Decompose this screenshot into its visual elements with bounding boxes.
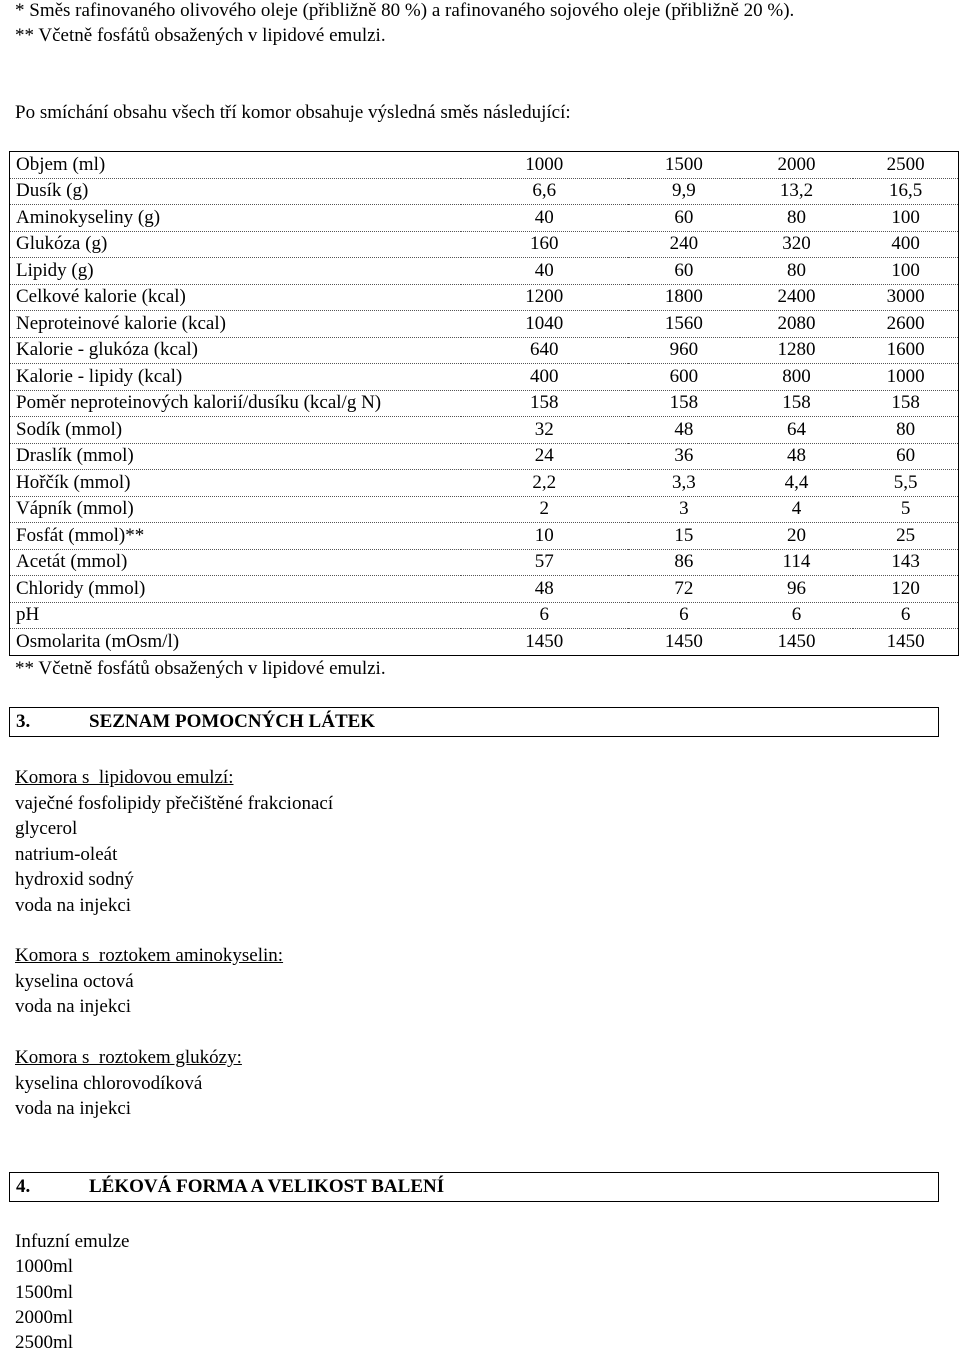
- list-item: kyselina octová: [15, 970, 134, 992]
- excipient-group-glucose: [15, 1045, 242, 1122]
- list-item: 1500ml: [15, 1281, 74, 1303]
- section-4-header: [9, 1172, 939, 1202]
- table-cell: 60: [853, 443, 958, 470]
- table-cell: 1450: [461, 629, 629, 656]
- table-row: [10, 337, 959, 364]
- table-row: [10, 311, 959, 338]
- table-cell: 6: [853, 602, 958, 629]
- table-cell: 1040: [461, 311, 629, 338]
- list-item: 2500ml: [15, 1332, 74, 1354]
- table-cell: 1800: [628, 284, 740, 311]
- table-cell: 6: [740, 602, 854, 629]
- table-row: [10, 258, 959, 285]
- row-label: Lipidy (g): [10, 258, 461, 285]
- table-cell: 160: [461, 231, 629, 258]
- table-cell: 5: [853, 496, 958, 523]
- table-cell: 3,3: [628, 470, 740, 497]
- table-cell: 1450: [853, 629, 958, 656]
- table-cell: 158: [740, 390, 854, 417]
- table-row: [10, 152, 959, 179]
- row-label: Poměr neproteinových kalorií/dusíku (kcal/g N): [10, 390, 461, 417]
- table-row: [10, 390, 959, 417]
- table-cell: 1600: [853, 337, 958, 364]
- table-cell: 1280: [740, 337, 854, 364]
- table-cell: 1000: [853, 364, 958, 391]
- table-cell: 2080: [740, 311, 854, 338]
- list-item: natrium-oleát: [15, 843, 118, 865]
- table-cell: 80: [740, 258, 854, 285]
- table-cell: 72: [628, 576, 740, 603]
- table-row: [10, 602, 959, 629]
- table-cell: 2600: [853, 311, 958, 338]
- table-cell: 1000: [461, 152, 629, 179]
- row-label: Dusík (g): [10, 178, 461, 205]
- table-cell: 80: [853, 417, 958, 444]
- table-cell: 6: [461, 602, 629, 629]
- list-item: glycerol: [15, 818, 78, 840]
- group-heading: Komora s roztokem glukózy:: [15, 1047, 242, 1068]
- row-label: Aminokyseliny (g): [10, 205, 461, 232]
- table-cell: 2000: [740, 152, 854, 179]
- row-label: Chloridy (mmol): [10, 576, 461, 603]
- table-cell: 48: [461, 576, 629, 603]
- list-item: kyselina chlorovodíková: [15, 1072, 203, 1094]
- section-title: SEZNAM POMOCNÝCH LÁTEK: [89, 711, 376, 732]
- intro-text: Po smíchání obsahu všech tří komor obsahuje výsledná směs následující:: [15, 102, 571, 123]
- table-cell: 1500: [628, 152, 740, 179]
- table-cell: 6: [628, 602, 740, 629]
- table-cell: 2500: [853, 152, 958, 179]
- table-cell: 100: [853, 258, 958, 285]
- row-label: Acetát (mmol): [10, 549, 461, 576]
- table-cell: 800: [740, 364, 854, 391]
- table-cell: 114: [740, 549, 854, 576]
- list-item: voda na injekci: [15, 894, 132, 916]
- table-cell: 32: [461, 417, 629, 444]
- table-cell: 15: [628, 523, 740, 550]
- row-label: Hořčík (mmol): [10, 470, 461, 497]
- footnote-oil-mixture: * Směs rafinovaného olivového oleje (přibližně 80 %) a rafinovaného sojového oleje (přibližně 20 %).: [15, 0, 795, 21]
- table-row: [10, 629, 959, 656]
- row-label: Kalorie - glukóza (kcal): [10, 337, 461, 364]
- table-cell: 36: [628, 443, 740, 470]
- table-cell: 96: [740, 576, 854, 603]
- table-cell: 3000: [853, 284, 958, 311]
- table-row: [10, 178, 959, 205]
- table-row: [10, 231, 959, 258]
- table-cell: 6,6: [461, 178, 629, 205]
- row-label: Sodík (mmol): [10, 417, 461, 444]
- table-cell: 25: [853, 523, 958, 550]
- table-cell: 4,4: [740, 470, 854, 497]
- table-cell: 640: [461, 337, 629, 364]
- dosage-form-list: [15, 1229, 129, 1355]
- table-cell: 2: [461, 496, 629, 523]
- excipient-group-lipid: [15, 765, 333, 919]
- row-label: Neproteinové kalorie (kcal): [10, 311, 461, 338]
- table-cell: 2,2: [461, 470, 629, 497]
- row-label: Kalorie - lipidy (kcal): [10, 364, 461, 391]
- table-cell: 320: [740, 231, 854, 258]
- table-cell: 4: [740, 496, 854, 523]
- table-cell: 2400: [740, 284, 854, 311]
- table-cell: 1450: [740, 629, 854, 656]
- row-label: Celkové kalorie (kcal): [10, 284, 461, 311]
- table-cell: 40: [461, 258, 629, 285]
- row-label: Glukóza (g): [10, 231, 461, 258]
- row-label: pH: [10, 602, 461, 629]
- table-row: [10, 496, 959, 523]
- row-label: Objem (ml): [10, 152, 461, 179]
- table-row: [10, 549, 959, 576]
- table-row: [10, 470, 959, 497]
- table-cell: 143: [853, 549, 958, 576]
- list-item: voda na injekci: [15, 996, 132, 1018]
- table-cell: 48: [628, 417, 740, 444]
- table-cell: 13,2: [740, 178, 854, 205]
- list-item: 1000ml: [15, 1256, 74, 1278]
- row-label: Draslík (mmol): [10, 443, 461, 470]
- section-title: LÉKOVÁ FORMA A VELIKOST BALENÍ: [89, 1176, 445, 1197]
- table-cell: 960: [628, 337, 740, 364]
- table-cell: 600: [628, 364, 740, 391]
- table-cell: 16,5: [853, 178, 958, 205]
- table-cell: 1450: [628, 629, 740, 656]
- section-number: 3.: [16, 711, 31, 732]
- table-cell: 80: [740, 205, 854, 232]
- table-cell: 3: [628, 496, 740, 523]
- row-label: Osmolarita (mOsm/l): [10, 629, 461, 656]
- table-cell: 5,5: [853, 470, 958, 497]
- excipient-group-amino: [15, 943, 283, 1020]
- row-label: Fosfát (mmol)**: [10, 523, 461, 550]
- table-cell: 120: [853, 576, 958, 603]
- table-cell: 400: [853, 231, 958, 258]
- table-cell: 400: [461, 364, 629, 391]
- list-item: Infuzní emulze: [15, 1231, 130, 1252]
- list-item: voda na injekci: [15, 1098, 132, 1120]
- table-cell: 64: [740, 417, 854, 444]
- table-row: [10, 417, 959, 444]
- list-item: hydroxid sodný: [15, 869, 134, 891]
- table-cell: 48: [740, 443, 854, 470]
- table-cell: 57: [461, 549, 629, 576]
- group-heading: Komora s roztokem aminokyselin:: [15, 945, 284, 966]
- table-cell: 158: [628, 390, 740, 417]
- table-cell: 60: [628, 205, 740, 232]
- table-cell: 60: [628, 258, 740, 285]
- table-cell: 240: [628, 231, 740, 258]
- table-cell: 86: [628, 549, 740, 576]
- table-footnote: ** Včetně fosfátů obsažených v lipidové emulzi.: [15, 658, 386, 679]
- table-cell: 100: [853, 205, 958, 232]
- footnote-phosphate: ** Včetně fosfátů obsažených v lipidové emulzi.: [15, 25, 386, 46]
- group-heading: Komora s lipidovou emulzí:: [15, 767, 234, 788]
- table-cell: 20: [740, 523, 854, 550]
- table-row: [10, 443, 959, 470]
- table-cell: 9,9: [628, 178, 740, 205]
- table-cell: 158: [853, 390, 958, 417]
- table-cell: 24: [461, 443, 629, 470]
- table-cell: 1200: [461, 284, 629, 311]
- list-item: vaječné fosfolipidy přečištěné frakcionací: [15, 792, 334, 814]
- row-label: Vápník (mmol): [10, 496, 461, 523]
- table-cell: 158: [461, 390, 629, 417]
- table-cell: 40: [461, 205, 629, 232]
- composition-table: [9, 151, 959, 656]
- table-row: [10, 205, 959, 232]
- table-row: [10, 576, 959, 603]
- table-cell: 1560: [628, 311, 740, 338]
- table-row: [10, 284, 959, 311]
- table-row: [10, 364, 959, 391]
- table-row: [10, 523, 959, 550]
- section-3-header: [9, 707, 939, 737]
- table-cell: 10: [461, 523, 629, 550]
- section-number: 4.: [16, 1176, 31, 1197]
- list-item: 2000ml: [15, 1306, 74, 1328]
